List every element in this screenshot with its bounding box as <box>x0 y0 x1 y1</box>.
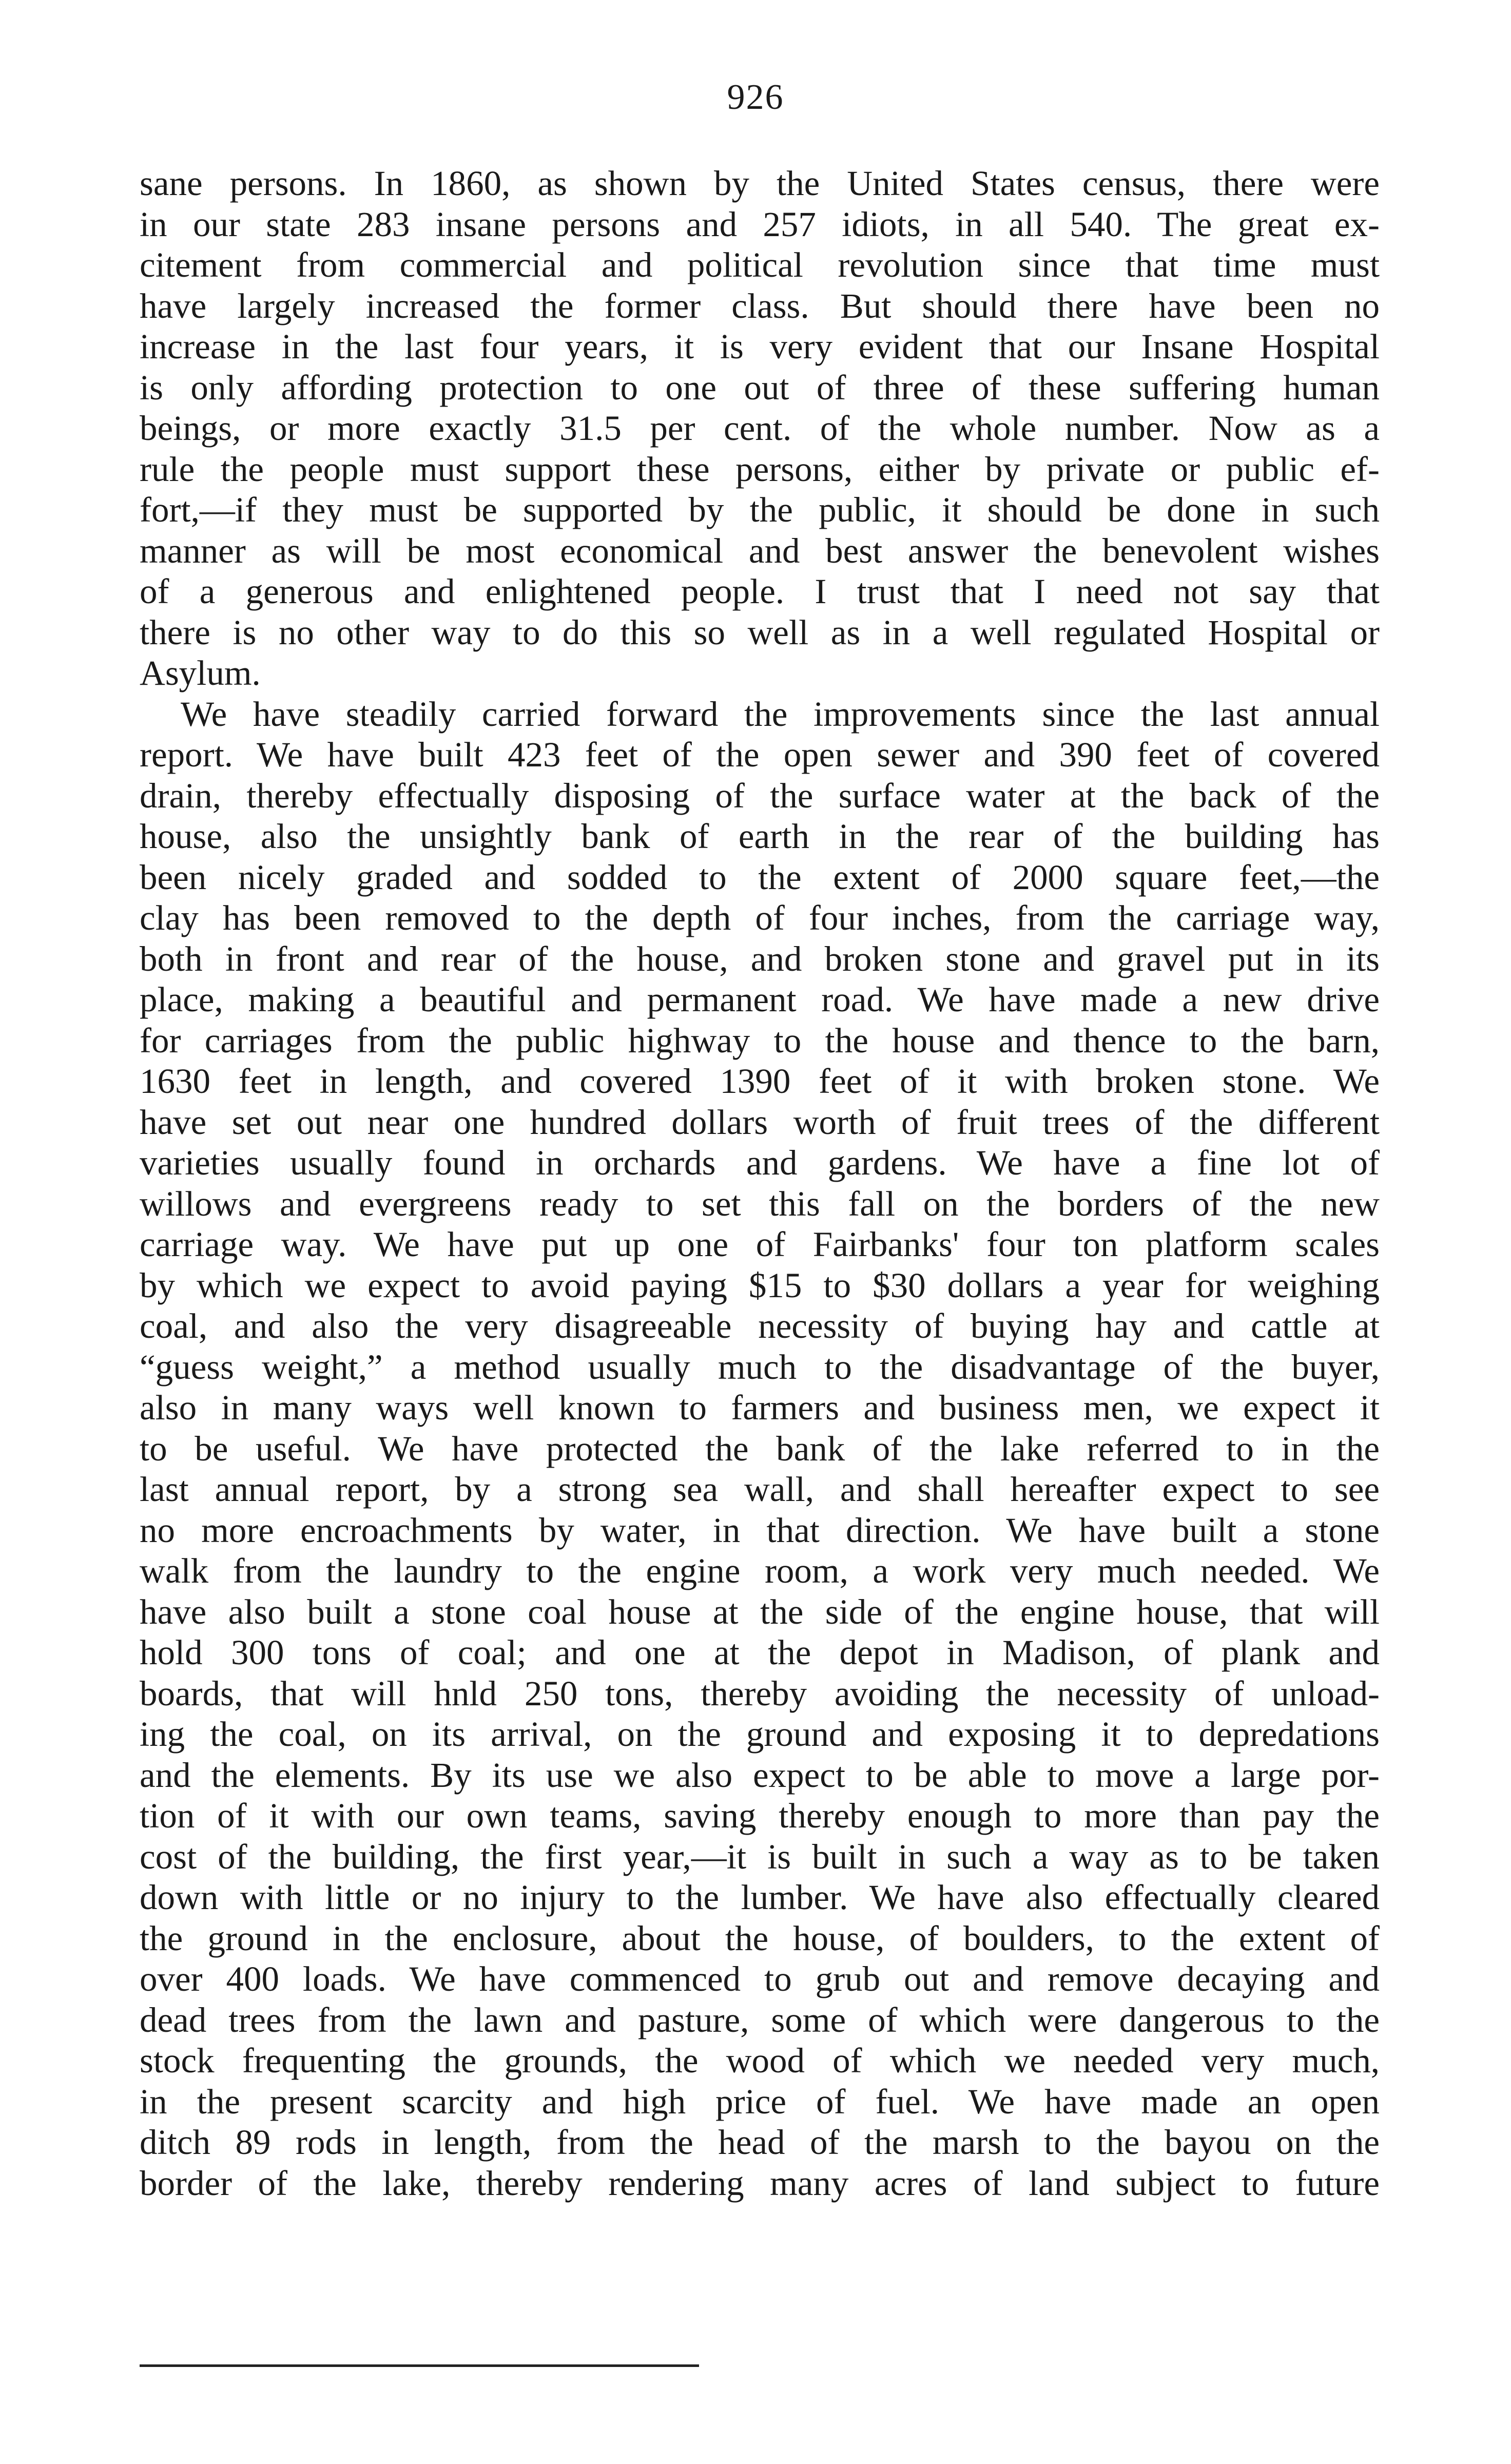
text-line: stock frequenting the grounds, the wood of which we needed very much, <box>140 2041 1380 2080</box>
text-line: border of the lake, thereby rendering many acres of land subject to future <box>140 2163 1380 2203</box>
text-line: the ground in the enclosure, about the house, of boulders, to the extent of <box>140 1918 1380 1958</box>
text-line: of a generous and enlightened people. I trust that I need not say that <box>140 572 1380 611</box>
text-line: Asylum. <box>140 653 261 692</box>
text-line: fort,—if they must be supported by the public, it should be done in such <box>140 490 1380 529</box>
text-line: there is no other way to do this so well as in a well regulated Hospital or <box>140 612 1380 652</box>
text-line: been nicely graded and sodded to the extent of 2000 square feet,—the <box>140 857 1380 897</box>
text-line: coal, and also the very disagreeable necessity of buying hay and cattle at <box>140 1306 1380 1345</box>
text-line: manner as will be most economical and best answer the benevolent wishes <box>140 531 1380 570</box>
text-line: sane persons. In 1860, as shown by the United States census, there were <box>140 164 1380 203</box>
text-line: house, also the unsightly bank of earth in the rear of the building has <box>140 817 1380 856</box>
text-line: also in many ways well known to farmers and business men, we expect it <box>140 1388 1380 1427</box>
text-line: hold 300 tons of coal; and one at the depot in Madison, of plank and <box>140 1633 1380 1672</box>
text-line: is only affording protection to one out of three of these suffering human <box>140 368 1380 407</box>
page-number: 926 <box>727 78 784 117</box>
text-line: in the present scarcity and high price of fuel. We have made an open <box>140 2082 1380 2121</box>
text-line: dead trees from the lawn and pasture, some of which were dangerous to the <box>140 2000 1380 2039</box>
text-line: have also built a stone coal house at the side of the engine house, that will <box>140 1592 1380 1631</box>
text-line: willows and evergreens ready to set this fall on the borders of the new <box>140 1184 1380 1223</box>
text-line: 1630 feet in length, and covered 1390 feet of it with broken stone. We <box>140 1062 1380 1101</box>
text-line: to be useful. We have protected the bank of the lake referred to in the <box>140 1429 1380 1468</box>
text-line: no more encroachments by water, in that direction. We have built a stone <box>140 1510 1380 1550</box>
text-line: report. We have built 423 feet of the open sewer and 390 feet of covered <box>140 735 1380 774</box>
text-line: place, making a beautiful and permanent road. We have made a new drive <box>140 980 1380 1019</box>
text-line: by which we expect to avoid paying $15 to $30 dollars a year for weighing <box>140 1265 1380 1305</box>
text-line: rule the people must support these persons, either by private or public ef- <box>140 449 1380 489</box>
text-line: for carriages from the public highway to the house and thence to the barn, <box>140 1021 1380 1060</box>
text-line: drain, thereby effectually disposing of the surface water at the back of the <box>140 776 1380 815</box>
text-line: ing the coal, on its arrival, on the ground and exposing it to depredations <box>140 1715 1380 1754</box>
text-line: in our state 283 insane persons and 257 idiots, in all 540. The great ex- <box>140 204 1380 244</box>
text-line: citement from commercial and political revolution since that time must <box>140 245 1380 284</box>
text-line: both in front and rear of the house, and broken stone and gravel put in its <box>140 939 1380 978</box>
text-line: carriage way. We have put up one of Fairbanks' four ton platform scales <box>140 1225 1380 1264</box>
text-line: clay has been removed to the depth of four inches, from the carriage way, <box>140 898 1380 937</box>
text-line: and the elements. By its use we also expect to be able to move a large por- <box>140 1755 1380 1795</box>
text-line: “guess weight,” a method usually much to the disadvantage of the buyer, <box>140 1347 1380 1387</box>
text-line: boards, that will hnld 250 tons, thereby avoiding the necessity of unload- <box>140 1673 1380 1713</box>
text-line: have set out near one hundred dollars worth of fruit trees of the different <box>140 1102 1380 1142</box>
text-line: varieties usually found in orchards and gardens. We have a fine lot of <box>140 1143 1380 1182</box>
body-text <box>140 163 1380 2204</box>
text-line: walk from the laundry to the engine room, a work very much needed. We <box>140 1551 1380 1590</box>
text-line: We have steadily carried forward the improvements since the last annual <box>181 694 1380 734</box>
text-line: over 400 loads. We have commenced to grub out and remove decaying and <box>140 1959 1380 1998</box>
text-line: ditch 89 rods in length, from the head of the marsh to the bayou on the <box>140 2123 1380 2162</box>
text-line: beings, or more exactly 31.5 per cent. of the whole number. Now as a <box>140 409 1380 448</box>
text-line: cost of the building, the first year,—it is built in such a way as to be taken <box>140 1837 1380 1876</box>
footer-rule <box>140 2364 699 2367</box>
text-line: have largely increased the former class. But should there have been no <box>140 286 1380 325</box>
text-line: increase in the last four years, it is very evident that our Insane Hospital <box>140 327 1380 366</box>
text-line: last annual report, by a strong sea wall, and shall hereafter expect to see <box>140 1470 1380 1509</box>
text-line: tion of it with our own teams, saving thereby enough to more than pay the <box>140 1796 1380 1835</box>
text-line: down with little or no injury to the lumber. We have also effectually cleared <box>140 1878 1380 1917</box>
